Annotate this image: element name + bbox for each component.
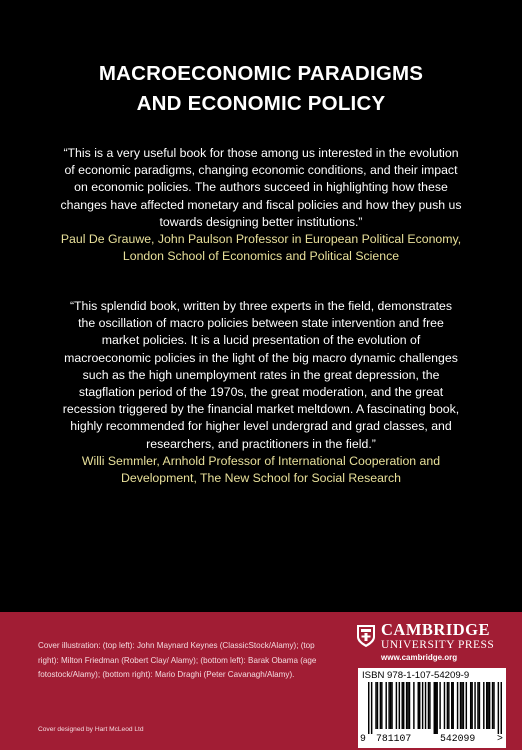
book-title-line-1: MACROECONOMIC PARADIGMS (98, 62, 424, 85)
barcode-bar (479, 682, 480, 729)
barcode-bar (460, 682, 461, 729)
barcode-bar (407, 682, 408, 729)
barcode-digits-left: 781107 (376, 733, 412, 744)
barcode-bar (448, 682, 449, 729)
barcode-bar (429, 682, 430, 729)
cambridge-shield-icon (356, 624, 376, 648)
barcode-bar (388, 682, 389, 729)
barcode-bar (385, 682, 386, 729)
barcode-bar (422, 682, 423, 729)
barcode-icon (368, 682, 502, 734)
barcode-bar (466, 682, 467, 729)
book-title-line-2: AND ECONOMIC POLICY (136, 92, 386, 115)
cover-illustration-credit: Cover illustration: (top left): John Maynard Keynes (ClassicStock/Alamy); (top right): Milton Friedman (Robert Clay/ Alamy); (bottom left): Barak Obama (age fotostock/Alamy); (bottom right): Mario Draghi (Peter Cavanagh/Alamy). (38, 641, 317, 680)
barcode-bar (390, 682, 391, 729)
barcode-bar (457, 682, 458, 729)
barcode-bar (402, 682, 403, 729)
cover-designer-credit: Cover designed by Hart McLeod Ltd (38, 726, 144, 733)
barcode-bar (409, 682, 410, 729)
barcode-bar (471, 682, 472, 729)
barcode-digits-right: 542099 (440, 733, 476, 744)
book-title (0, 59, 522, 119)
barcode-bar (380, 682, 381, 729)
barcode-bar (461, 682, 462, 729)
barcode-bar (483, 682, 484, 729)
endorsement-quote: “This splendid book, written by three experts in the field, demonstrates the oscillation of macro policies between state intervention and free market policies. It is a lucid presentation of the evolution of macroeconomic policies in the light of the big macro dynamic challenges such as the high unemployment rates in the great depression, the stagflation period of the 1970s, the great moderation, and the great recession triggered by the financial market meltdown. A fascinating book, highly recommended for higher level undergrad and grad classes, and researchers, and practitioners in the field.” (62, 299, 460, 451)
barcode-bar (492, 682, 493, 729)
endorsement-2 (60, 298, 462, 487)
publisher-url: www.cambridge.org (381, 653, 458, 662)
publisher-subtitle: UNIVERSITY PRESS (381, 639, 495, 651)
barcode-bar (477, 682, 478, 729)
barcode-bar (498, 682, 499, 734)
publisher-name: CAMBRIDGE (381, 620, 491, 639)
barcode-arrow: > (497, 733, 503, 744)
barcode-bar (418, 682, 419, 729)
barcode-bar (501, 682, 502, 734)
barcode-bar (377, 682, 378, 729)
barcode-bar (436, 682, 437, 734)
barcode-bar (451, 682, 452, 729)
barcode-bar (463, 682, 464, 729)
barcode-bar (435, 682, 436, 734)
barcode-bar (428, 682, 429, 729)
publisher-logo (356, 621, 496, 669)
barcode-bar (447, 682, 448, 729)
barcode-bar (396, 682, 397, 729)
barcode-bar (381, 682, 382, 729)
barcode-bar (486, 682, 487, 729)
barcode-bar (489, 682, 490, 729)
barcode-bar (444, 682, 445, 729)
barcode-bar (434, 682, 435, 734)
barcode-bar (493, 682, 494, 729)
barcode-digit-first: 9 (360, 733, 366, 744)
barcode-bar (368, 682, 369, 734)
endorsement-1 (60, 145, 462, 265)
barcode-bar (375, 682, 376, 729)
barcode-bar (406, 682, 407, 729)
barcode-panel (358, 668, 506, 748)
barcode-bar (413, 682, 414, 729)
endorsement-attribution: Paul De Grauwe, John Paulson Professor in European Political Economy, London School of Economics and Political Science (60, 232, 462, 264)
barcode-bar (403, 682, 404, 729)
endorsement-quote: “This is a very useful book for those among us interested in the evolution of economic paradigms, changing economic conditions, and their impact on economic policies. The authors succeed in highlighting how these changes have affected monetary and fiscal policies and how they push us towards designing better institutions.” (60, 146, 462, 229)
barcode-bar (487, 682, 488, 729)
barcode-bar (419, 682, 420, 729)
barcode-bar (474, 682, 475, 729)
barcode-bar (391, 682, 392, 729)
barcode-bar (425, 682, 426, 729)
barcode-bar (470, 682, 471, 729)
endorsement-attribution: Willi Semmler, Arnhold Professor of International Cooperation and Development, The New School for Social Research (81, 453, 441, 486)
cover-footer-band (0, 612, 522, 750)
barcode-bar (452, 682, 453, 729)
isbn-number: ISBN 978-1-107-54209-9 (362, 670, 470, 681)
barcode-bar (371, 682, 372, 734)
barcode-bar (399, 682, 400, 729)
barcode-bar (439, 682, 440, 729)
